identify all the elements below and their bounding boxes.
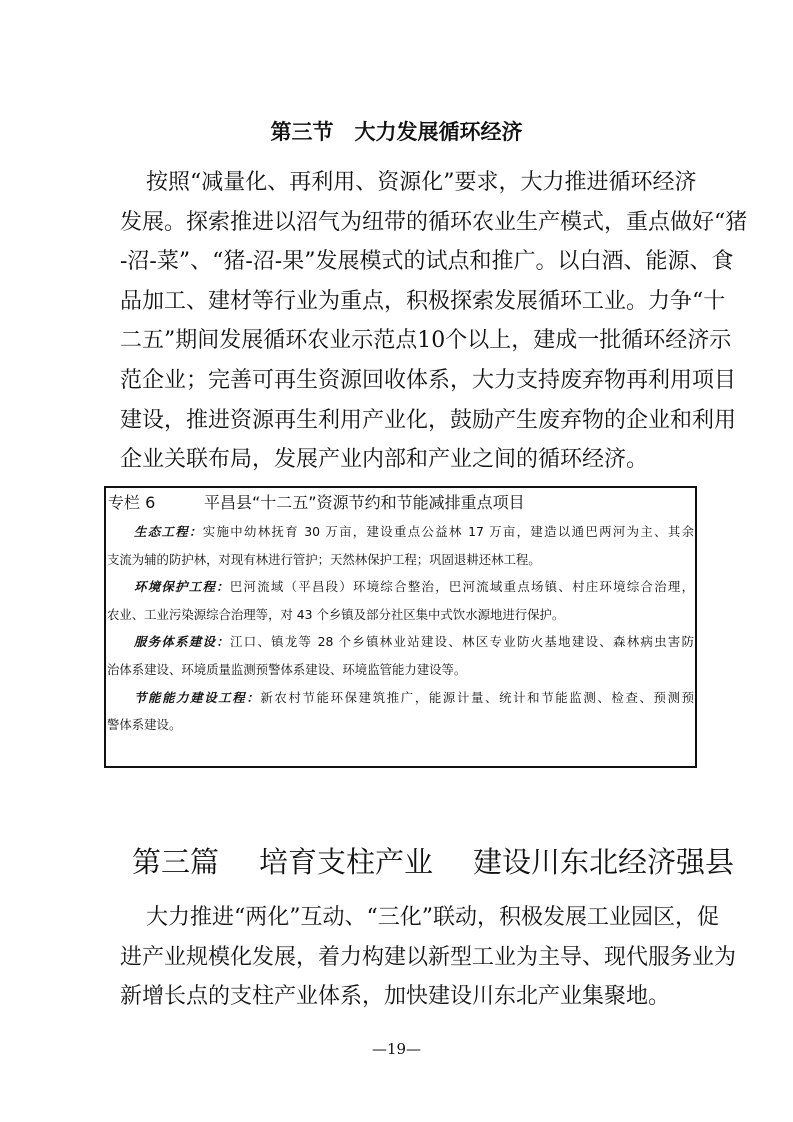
- paragraph-circular-economy: [120, 163, 748, 480]
- part-title-1: 培育支柱产业: [259, 845, 434, 879]
- box-item-line: 支流为辅的防护林，对现有林进行管护；天然林保护工程；巩固退耕还林工程。: [107, 551, 541, 567]
- box-item-line: 治体系建设、环境质量监测预警体系建设、环境监管能力建设等。: [107, 661, 467, 677]
- box-title: [106, 488, 695, 518]
- item-head: 环境保护工程：: [134, 579, 230, 595]
- item-text: 江口、镇龙等 28 个乡镇林业站建设、林区专业防火基地建设、森林病虫害防: [230, 634, 694, 650]
- text-line: 发展。探索推进以沼气为纽带的循环农业生产模式，重点做好“猪: [120, 209, 748, 235]
- text-line: 按照“减量化、再利用、资源化”要求，大力推进循环经济: [146, 170, 697, 195]
- text-line: 范企业；完善可再生资源回收体系，大力支持废弃物再利用项目: [120, 367, 737, 393]
- part-number: 第三篇: [132, 845, 220, 879]
- text-line: 企业关联布局，发展产业内部和产业之间的循环经济。: [120, 447, 649, 473]
- page-number: —19—: [371, 1040, 422, 1058]
- item-text: 巴河流域（平昌段）环境综合整治，巴河流域重点场镇、村庄环境综合治理，: [229, 579, 695, 595]
- text-line: 二五”期间发展循环农业示范点10个以上，建成一批循环经济示: [120, 328, 732, 354]
- box-heading: 平昌县“十二五”资源节约和节能减排重点项目: [204, 493, 525, 512]
- box-item-line: 农业、工业污染源综合治理等，对 43 个乡镇及部分社区集中式饮水源地进行保护。: [107, 606, 565, 622]
- text-line: 大力推进“两化”互动、“三化”联动，积极发展工业园区，促: [146, 905, 719, 930]
- text-line: 新增长点的支柱产业体系，加快建设川东北产业集聚地。: [120, 984, 671, 1010]
- box-item-line: 警体系建设。: [107, 717, 182, 733]
- part-title-2: 建设川东北经济强县: [473, 845, 735, 879]
- box-item-line: [106, 518, 695, 546]
- paragraph-pillar-industry: [120, 898, 737, 1017]
- part-title: [132, 840, 774, 881]
- feature-box: [104, 486, 697, 768]
- item-text: 新农村节能环保建筑推广，能源计量、统计和节能监测、检查、预测预: [260, 689, 695, 705]
- text-line: 品加工、建材等行业为重点，积极探索发展循环工业。力争“十: [120, 288, 726, 314]
- item-head: 服务体系建设：: [134, 634, 231, 650]
- item-head: 生态工程：: [134, 524, 203, 539]
- box-item-line: [106, 628, 695, 656]
- box-label: 专栏 6: [108, 493, 156, 512]
- section-title: 第三节 大力发展循环经济: [270, 119, 523, 144]
- box-item-line: [106, 573, 695, 601]
- text-line: -沼-菜”、“猪-沼-果”发展模式的试点和推广。以白酒、能源、食: [120, 249, 734, 275]
- text-line: 进产业规模化发展，着力构建以新型工业为主导、现代服务业为: [120, 944, 737, 970]
- item-head: 节能能力建设工程：: [134, 689, 261, 705]
- item-text: 实施中幼林抚育 30 万亩，建设重点公益林 17 万亩，建造以通巴两河为主、其余: [202, 524, 694, 539]
- box-item-line: [106, 684, 695, 712]
- text-line: 建设，推进资源再生利用产业化，鼓励产生废弃物的企业和利用: [120, 407, 737, 433]
